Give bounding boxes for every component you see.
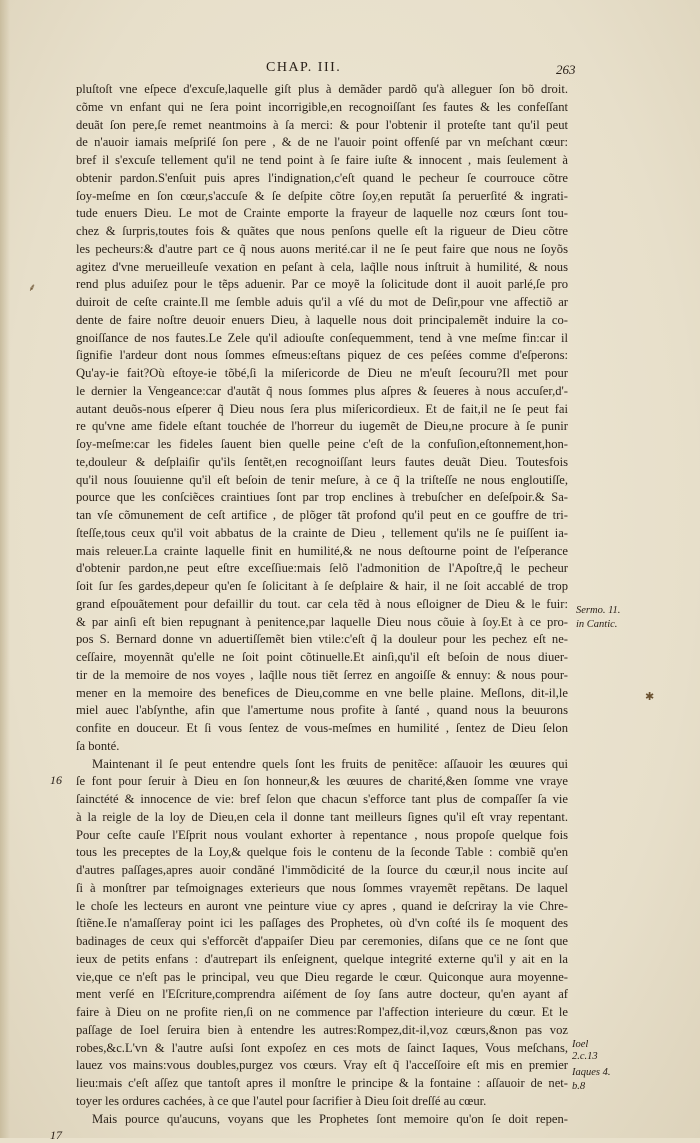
text-line: toyer les ordures cachées, à ce que l'autel pour ſacrifier à Dieu ſoit dreſſé au cœur. bbox=[76, 1093, 487, 1108]
text-line: ſa bonté. bbox=[76, 738, 120, 753]
text-line: mener en la memoire des benefices de Dieu,comme en vne belle plaine. Meſlons, dit-il,le bbox=[76, 685, 568, 700]
text-line: de n'auoir iamais meſpriſé ſon pere , & de ne l'auoir point offenſé par vn meſchant cœur: bbox=[76, 135, 568, 150]
text-line: te,douleur & deſplaiſir qu'ils ſentẽt,en recognoiſſant leurs fautes deuãt Dieu. Toutesfois bbox=[76, 454, 568, 469]
text-line: pource que les conſciẽces craintiues ſont par trop enclines à trebuſcher en deſeſpoir.& Sa- bbox=[76, 490, 568, 505]
section-number-16: 16 bbox=[50, 773, 62, 787]
text-line: ſe font pour ſeruir à Dieu en ſon honneur,& les œuures de charité,&en ſomme vne vraye bbox=[76, 774, 568, 789]
text-line: ſteſſe,tous ceux qu'il voit abbatus de la crainte de Dieu , tellement qu'ils ne ſe puiſſent ia- bbox=[76, 525, 568, 540]
margin-note-bernard bbox=[576, 604, 620, 632]
margin-note-jacques-line-2: b.8 bbox=[572, 1081, 586, 1092]
margin-note-bernard-line-2: in Cantic. bbox=[576, 619, 618, 630]
page-gutter-shadow bbox=[0, 0, 10, 1138]
text-line: agitez d'vne merueilleuſe vexation en peſant à cela, laq̃lle nous inſtruit à humilité, & nous bbox=[76, 259, 568, 274]
text-line: paſſage de Ioel ſeruira bien à entendre les autres:Rompez,dit-il,voz cœurs,&non pas voz bbox=[76, 1022, 568, 1037]
running-title: CHAP. III. bbox=[266, 60, 342, 75]
text-line: d'obtenir pardon,ne peut eſtre exceſſiue:mais ſelõ l'admonition de l'Apoſtre,q̃ le pecheur bbox=[76, 561, 568, 576]
page-number: 263 bbox=[556, 62, 576, 77]
ink-mark-ornament: ⸙ bbox=[28, 281, 37, 294]
text-line: badinages de ceux qui s'efforcẽt d'appaiſer Dieu par ceremonies, diſans que ce ne ſont que bbox=[76, 934, 568, 948]
text-line: & par ainſi eſt bien repugnant à penitence,par laquelle Dieu nous cõuie à ſoy.Et à ce pro- bbox=[76, 614, 568, 629]
text-line: obtenir pardon.S'enſuit puis apres l'indignation,c'eſt quand le pecheur ſe courrouce cõtre bbox=[76, 170, 568, 185]
text-line: Maintenant il ſe peut entendre quels ſont les fruits de penitẽce: aſſauoir les œuures qui bbox=[92, 756, 568, 771]
text-line: grand eſpouãtement pour defaillir du tout. car cela tẽd à nous eſloigner de Dieu & le fuir: bbox=[76, 596, 568, 611]
text-line: ſainctété & innocence de vie: bref ſelon que chacun s'efforce tant plus de compaſſer ſa vie bbox=[76, 792, 568, 806]
text-line: qu'il nous ſouuienne qu'il eſt beſoin de tenir meſure, à ce q̃ la triſteſſe ne nous engloutiſſe, bbox=[76, 472, 568, 487]
text-line: vie,que ce n'eſt pas le principal, veu que Dieu regarde le cœur. Quiconque aura moyenne- bbox=[76, 969, 568, 984]
margin-note-bernard-line-1: Sermo. 11. bbox=[576, 605, 621, 616]
text-line: Pour ceſte cauſe l'Eſprit nous voulant exhorter à repentance , nous propoſe quelque fois bbox=[76, 827, 568, 842]
text-line: ſi à monſtrer par teſmoignages exterieurs que nous ſommes vrayemẽt repẽtans. De laquel bbox=[76, 880, 568, 895]
text-line: cõme vn enfant qui ne ſera point incorrigible,en recognoiſſant ſes fautes & les confeſſant bbox=[76, 99, 568, 114]
text-line: confite en douceur. Et ſi vous ſentez de vous-meſmes en humilité , ſentez de Dieu ſelon bbox=[76, 721, 568, 735]
text-line: le choſe les lecteurs en auront vne peinture viue cy apres , quand ie deſcriray la vie Chre- bbox=[76, 898, 568, 913]
text-line: ſoit ſur ſes gardes,depeur qu'en ſe ſolicitant à ſe deſplaire & hair, il ne ſoit accablé de trop bbox=[76, 579, 568, 593]
ink-stain-ornament: ✱ bbox=[645, 690, 655, 703]
section-number-17: 17 bbox=[50, 1128, 62, 1142]
text-line: chez & ſurpris,toutes fois & quãtes que nous penſons quelle eſt la rigueur de Dieu cõtre bbox=[76, 224, 568, 238]
text-line: ſoy-meſme:car les fideles ſauent bien quelle peine c'eſt de la confuſion,eſtonnement,hon- bbox=[76, 437, 568, 451]
main-text-block bbox=[76, 81, 568, 1128]
text-line: ieux de petits enfans : d'autrepart ils enſeignent, quelque integrité externe qu'il y ait en la bbox=[76, 951, 568, 966]
text-line: dente de faire noſtre deuoir enuers Dieu, à laquelle nous doit principalemẽt induire la co- bbox=[76, 312, 568, 327]
text-line: miel auec l'abſynthe, afin que l'amertume nous profite à ſanté , quand nous la beuurons bbox=[76, 703, 568, 718]
margin-note-jacques-line-1: Iaques 4. bbox=[572, 1067, 611, 1078]
margin-note-jacques bbox=[572, 1066, 611, 1094]
text-line: ſtiẽne.Ie n'amaſſeray point ici les paſſages des Prophetes, où d'vn coſté ils ſe moquent des bbox=[76, 916, 568, 931]
text-line: bref il s'excuſe tellement qu'il ne tend point à ſe faire iuſte & innocent , mais ſeulement à bbox=[76, 153, 568, 167]
text-line: Mais pource qu'aucuns, voyans que les Prophetes ſont memoire qu'on ſe doit repen- bbox=[92, 1111, 568, 1126]
text-line: faire à Dieu on ne profite rien,ſi on ne commence par l'affection interieure du cœur. Et le bbox=[76, 1005, 568, 1019]
text-line: à la reigle de la loy de Dieu,en cela il donne tant meilleurs ſignes qu'il eſt vray repentant. bbox=[76, 809, 568, 824]
text-line: lieu:mais c'eſt aſſez que tantoſt apres il monſtre le principe & la fontaine : aſſauoir de net- bbox=[76, 1076, 568, 1090]
text-line: autant deuõs-nous eſperer q̃ Dieu nous ſera plus miſericordieux. Et de fait,il ne ſe peut fai bbox=[76, 401, 568, 416]
text-line: deuãt ſon pere,ſe remet neantmoins à ſa merci: & pour l'obtenir il proteſte tant qu'il peut bbox=[76, 117, 568, 132]
text-line: re qu'vne ame fidele eſtant touchée de l'horreur du iugemẽt de Dieu,ne procure à ſe punir bbox=[76, 419, 568, 434]
text-line: tan vſe cõmunement de ceſt artifice , de plõger tãt profond qu'il peut en ce gouffre de tri- bbox=[76, 508, 568, 522]
text-line: pos S. Bernard donne vn aduertiſſemẽt bien vtile:c'eſt q̃ la douleur pour les pechez eſt ne- bbox=[76, 632, 568, 647]
text-line: robes,&c.L'vn & l'autre auſsi ſont expoſez en ces mots de ſainct Iaques, Vous meſchans, bbox=[76, 1040, 568, 1055]
text-line: ceſſaire, moyennãt qu'elle ne ſoit point cõtinuelle.Et ainſi,qu'il eſt beſoin de nous diuer- bbox=[76, 650, 568, 664]
text-line: d'autres paſſages,apres auoir condãné l'immõdicité de la ſource du cœur,il nous incite auſ bbox=[76, 863, 568, 877]
text-line: duiroit de ceſte crainte.Il me ſemble aduis qu'il a vſé du mot de Deſir,pour vne affectiõ ar bbox=[76, 295, 568, 309]
text-line: ſignifie l'ardeur dont nous ſommes eſmeus:eſtans piquez de ces peſées comme d'eſperons: bbox=[76, 348, 568, 363]
margin-note-joel: Ioel 2.c.13 bbox=[572, 1039, 598, 1062]
text-line: rend plus aduiſez pour le tẽps aduenir. Par ce moyẽ la ſolicitude dont il auoit parlé,ſe pro bbox=[76, 277, 568, 292]
text-line: ment verſé en l'Eſcriture,comprendra aiſément de ſoy ſans autre docteur, qu'en ayant af bbox=[76, 987, 568, 1002]
text-line: pluſtoſt vne eſpece d'excuſe,laquelle giſt plus à demãder pardõ qu'à alleguer ſon bõ droit. bbox=[76, 82, 568, 96]
text-line: tir de la memoire de nos voyes , laq̃lle nous tiẽt ſerrez en angoiſſe & ennuy: & nous pour- bbox=[76, 667, 568, 682]
text-line: Qu'ay-ie fait?Où eſtoye-ie tõbé,ſi la miſericorde de Dieu ne m'euſt ſecouru?Il met pour bbox=[76, 366, 568, 380]
text-line: mais releuer.La crainte laquelle finit en humilité,& ne nous deſtourne point de l'eſperance bbox=[76, 543, 568, 558]
text-line: tous les preceptes de la Loy,& quelque fois le contenu de la ſeconde Table : combiẽ qu'en bbox=[76, 845, 568, 860]
text-line: le dernier la Vengeance:car d'autãt q̃ nous ſommes plus aſpres & ſeueres à nous accuſer,d'- bbox=[76, 383, 568, 398]
text-line: les pecheurs:& d'autre part ce q̃ nous auons merité.car il ne ſe peut faire que nous ne ſoyõs bbox=[76, 241, 568, 256]
text-line: gnoiſſance de nos fautes.Le Zele qu'il adiouſte conſequemment, tend à vne meſme fin:car il bbox=[76, 330, 568, 345]
text-line: lauez vos mains:vous doubles,purgez vos cœurs. Vray eſt q̃ l'acceſſoire eſt mis en premier bbox=[76, 1058, 568, 1073]
text-line: ſoy-meſme en ſon cœur,s'accuſe & ſe deſpite cõtre ſoy,en reputãt ſa peruerſité & ingrati- bbox=[76, 188, 568, 203]
text-line: tude enuers Dieu. Le mot de Crainte emporte la frayeur de laquelle noz cœurs ſont tou- bbox=[76, 206, 568, 221]
